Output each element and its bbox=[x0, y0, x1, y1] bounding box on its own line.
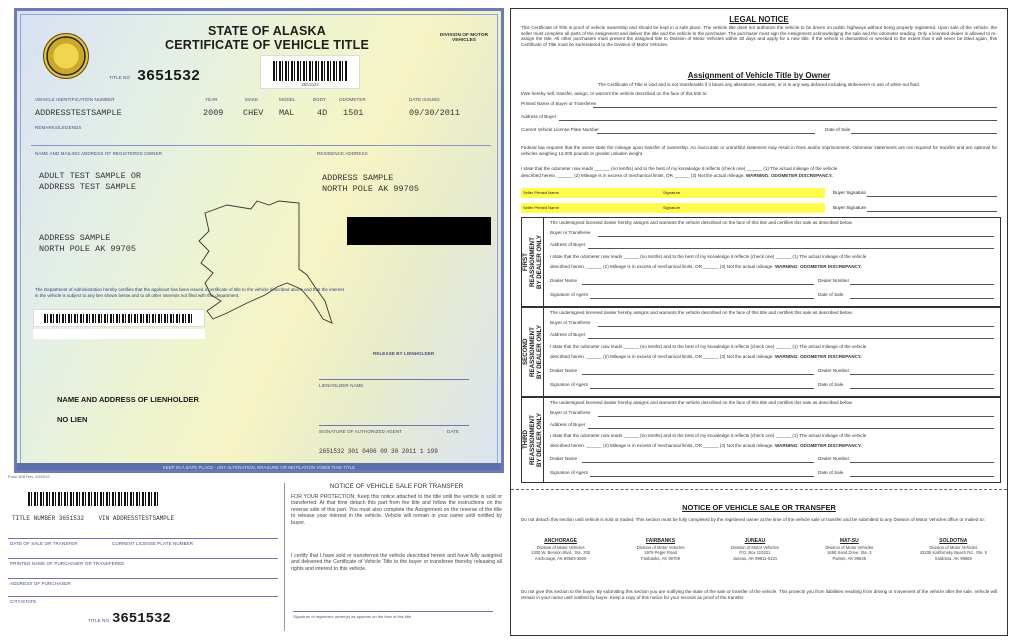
buyer-signature-field-2[interactable] bbox=[867, 211, 997, 212]
owner-line-2: ADDRESS TEST SAMPLE bbox=[39, 182, 136, 192]
third-odometer-line-2-row bbox=[550, 443, 994, 448]
second-agent-row bbox=[550, 381, 994, 390]
office-matsu bbox=[825, 539, 873, 561]
assign-warrant: I/We hereby sell, transfer, assign, or warrant the vehicle described on the face of this title to: bbox=[521, 91, 708, 96]
date-sale-label: Date of Sale bbox=[825, 127, 851, 132]
first-dealer-row bbox=[550, 277, 994, 286]
stub-title-number: 3651532 bbox=[58, 515, 85, 522]
stub-sig-line bbox=[293, 611, 493, 612]
printed-name-field[interactable] bbox=[593, 107, 997, 108]
third-agent-row bbox=[550, 469, 994, 478]
mail-line-2: NORTH POLE AK 99705 bbox=[39, 244, 136, 254]
vin-value: ADDRESSTESTSAMPLE bbox=[35, 108, 122, 118]
buyer-signature-label-2: Buyer Signature bbox=[833, 205, 866, 210]
form-number: Form 828 Rev. 03/2010 bbox=[8, 474, 50, 479]
stub-title-no: 3651532 bbox=[112, 611, 171, 627]
assign-heading: Assignment of Vehicle Title by Owner bbox=[687, 71, 831, 80]
second-address-field[interactable] bbox=[588, 338, 994, 339]
date-label: DATE bbox=[447, 429, 460, 434]
first-reassignment-text: FIRST REASSIGNMENT BY DEALER ONLY bbox=[522, 235, 543, 289]
title-back bbox=[510, 8, 1008, 636]
office-fairbanks-l1: Division of Motor Vehicles bbox=[636, 545, 685, 551]
lienholder-name-label: LIENHOLDER NAME bbox=[319, 383, 364, 388]
state-name: STATE OF ALASKA bbox=[207, 24, 327, 38]
first-odometer-line-2: described herein. ______ (2) Mileage is in excess of mechanical limits, OR ______ (3) Not the actual mileage. bbox=[550, 264, 774, 269]
first-warning: WARNING: ODOMETER DISCREPANCY. bbox=[774, 264, 862, 269]
redaction-panel bbox=[33, 309, 205, 327]
third-date-field[interactable] bbox=[850, 476, 994, 477]
certification-text: The Department of Administration hereby certifies that the applicant has been issued a certificate of title to the vehicle described above and that the interest in the vehicle is subject to any lien shown below and to all other interests not filed with this department. bbox=[35, 287, 344, 298]
third-warning: WARNING: ODOMETER DISCREPANCY. bbox=[774, 443, 862, 448]
stub-city-label: CITY/STATE bbox=[10, 599, 37, 604]
lienholder-heading: NAME AND ADDRESS OF LIENHOLDER bbox=[57, 395, 199, 404]
office-fairbanks-l2: 1979 Peger Road bbox=[644, 550, 677, 556]
printed-name-label: Printed Name of Buyer or Transferee bbox=[521, 101, 597, 106]
stub-vin: ADDRESSTESTSAMPLE bbox=[112, 515, 175, 522]
first-dealer-number-label: Dealer Number bbox=[818, 278, 850, 283]
second-reassignment-text: SECOND REASSIGNMENT BY DEALER ONLY bbox=[522, 325, 543, 379]
col-model-header: MODEL bbox=[279, 97, 296, 102]
third-dealer-intro: The undersigned licensed dealer hereby assigns and warrants the vehicle described on the face of this title and certifies this sale as described below. bbox=[550, 400, 853, 405]
second-reassignment bbox=[521, 307, 1001, 397]
title-front bbox=[14, 8, 504, 473]
office-list bbox=[531, 539, 987, 561]
second-reassignment-label bbox=[522, 308, 544, 396]
office-juneau-name: JUNEAU bbox=[744, 538, 766, 544]
first-date-field[interactable] bbox=[850, 298, 994, 299]
stub-notice-heading: NOTICE OF VEHICLE SALE FOR TRANSFER bbox=[329, 483, 464, 490]
document-title: CERTIFICATE OF VEHICLE TITLE bbox=[165, 38, 369, 52]
owner-label: NAME AND MAILING ADDRESS OF REGISTERED OWNER bbox=[35, 151, 162, 156]
printed-name-row bbox=[521, 100, 997, 109]
legal-text: This Certificate of Title is proof of vehicle ownership and should be kept in a safe place. The vehicle title does not authorize the vehicle to be driven on public highways without being properly registered. Upon sale of the vehicle, the seller must complete all parts of the Assignment and deliver the title and the vehicle to the purchaser. The purchaser must sign the Assignment acknowledging the sale and the odometer reading. Only a licensed dealer is allowed to re-assign the title. All other purchasers must present the assigned title to Division of Motor Vehicles within 30 days and apply for a new title. If the vehicle is dismantled or wrecked to the extent that it will never be titled again, this Certificate of Title must be surrendered to the Division of Motor Vehicles. bbox=[521, 25, 997, 47]
office-anchorage bbox=[531, 539, 590, 561]
date-issued-value: 09/30/2011 bbox=[409, 108, 461, 118]
third-odometer-line-2: described herein. ______ (2) Mileage is in excess of mechanical limits, OR ______ (3) Not the actual mileage. bbox=[550, 443, 774, 448]
third-address-field[interactable] bbox=[588, 428, 994, 429]
third-dealer-row bbox=[550, 455, 994, 464]
first-reassignment bbox=[521, 217, 1001, 307]
third-dealer-name-label: Dealer Name bbox=[550, 456, 578, 461]
third-date-label: Date of Sale bbox=[818, 470, 844, 475]
model-value: MAL bbox=[279, 108, 295, 118]
alaska-map-icon bbox=[187, 191, 337, 346]
col-year-header: YEAR bbox=[205, 97, 218, 102]
federal-text: Federal law requires that the owner state the mileage upon transfer of ownership. An inaccurate or untruthful statement may result in fines and/or imprisonment. Odometer statements are not required for transfer and are optional for vehicles weighing 12,000 pounds or greater unladen weight. bbox=[521, 145, 997, 156]
third-agent-label: Signature of Agent bbox=[550, 470, 588, 475]
first-dealer-name-label: Dealer Name bbox=[550, 278, 578, 283]
division-label: DIVISION OF MOTOR VEHICLES bbox=[439, 33, 489, 43]
residence-line-1: ADDRESS SAMPLE bbox=[322, 173, 394, 183]
office-anchorage-l2: 1300 W. Benson Blvd., Ste. 200 bbox=[531, 550, 591, 556]
footer-band: KEEP IN A SAFE PLACE - ANY ALTERATION, ERASURE OR MUTILATION VOIDS THIS TITLE bbox=[17, 463, 501, 473]
plate-row bbox=[521, 126, 997, 135]
second-dealer-number-label: Dealer Number bbox=[818, 368, 850, 373]
second-buyer-field[interactable] bbox=[598, 326, 994, 327]
office-soldotna-name: SOLDOTNA bbox=[939, 538, 968, 544]
odometer-line-2: described herein. ______ (2) Mileage is in excess of mechanical limits, OR ______ (3) Not the actual mileage. bbox=[521, 173, 745, 178]
stub-barcode bbox=[28, 492, 158, 506]
stub-line-2 bbox=[8, 558, 278, 559]
body-value: 4D bbox=[317, 108, 328, 118]
third-address-row bbox=[550, 421, 994, 430]
make-value: CHEV bbox=[243, 108, 264, 118]
stub-date-sale-label: DATE OF SALE OR TRANSFER bbox=[10, 541, 78, 546]
office-soldotna bbox=[920, 539, 987, 561]
seller-row-1[interactable] bbox=[521, 188, 825, 198]
date-sale-field[interactable] bbox=[851, 133, 997, 134]
odometer-value: 1501 bbox=[343, 108, 364, 118]
detach-line bbox=[511, 489, 1007, 490]
first-dealer-number-field[interactable] bbox=[850, 284, 994, 285]
title-no-label: TITLE NO bbox=[109, 75, 131, 80]
legal-heading: LEGAL NOTICE bbox=[729, 15, 789, 24]
office-anchorage-l1: Division of Motor Vehicles bbox=[536, 545, 585, 551]
release-label: RELEASE BY LIENHOLDER bbox=[373, 351, 435, 356]
odometer-line-1: I state that the odometer now reads ______ (no tenths) and to the best of my knowledge it reflects (check one) ______ (1) The actual mileage of the vehicle bbox=[521, 166, 838, 171]
stub-title-row bbox=[12, 515, 174, 522]
first-agent-label: Signature of Agent bbox=[550, 292, 588, 297]
residence-label: RESIDENCE ADDRESS bbox=[317, 151, 368, 156]
stub-notice bbox=[284, 483, 506, 631]
third-odometer-line-1: I state that the odometer now reads ______ (no tenths) and to the best of my knowledge it reflects (check one) ______ (1) The actual mileage of the vehicle bbox=[550, 433, 867, 438]
divider bbox=[31, 145, 491, 146]
office-matsu-l2: 1690 Sand Drive, Ste. 3 bbox=[827, 550, 872, 556]
second-agent-field[interactable] bbox=[590, 388, 814, 389]
stub-address-label: ADDRESS OF PURCHASER bbox=[10, 581, 71, 586]
office-soldotna-l3: Soldotna, AK 99669 bbox=[934, 555, 972, 561]
authorized-label: SIGNATURE OF AUTHORIZED AGENT bbox=[319, 429, 403, 434]
second-address-row bbox=[550, 331, 994, 340]
stub-title-no-label: TITLE NO bbox=[88, 618, 110, 623]
first-agent-field[interactable] bbox=[590, 298, 814, 299]
seller-printed-label-2: Seller Printed Name bbox=[523, 205, 559, 210]
second-dealer-name-label: Dealer Name bbox=[550, 368, 578, 373]
remarks-label: REMARKS/LEGENDS bbox=[35, 125, 82, 130]
residence-line-2: NORTH POLE AK 99705 bbox=[322, 184, 419, 194]
stub-plate-label: CURRENT LICENSE PLATE NUMBER bbox=[112, 541, 194, 546]
second-date-field[interactable] bbox=[850, 388, 994, 389]
owner-assignment-fields bbox=[521, 100, 997, 150]
col-make-header: MAKE bbox=[245, 97, 259, 102]
first-date-label: Date of Sale bbox=[818, 292, 844, 297]
plate-field[interactable] bbox=[597, 133, 815, 134]
third-reassignment-label bbox=[522, 398, 544, 482]
stub-notice-para-2: I certify that I have sold or transferred the vehicle described herein and have fully assigned and delivered the Certificate of Vehicle Title to the buyer or transferee thereby releasing all rights and interest to this vehicle. bbox=[291, 553, 502, 572]
assign-note: The Certificate of Title is void and is not transferable if it bears any alterations, erasures, or is in any way defaced including strikeovers or use of white-out fluid. bbox=[598, 82, 920, 87]
second-odometer-line-2-row bbox=[550, 354, 994, 359]
address-buyer-row bbox=[521, 113, 997, 122]
office-juneau-l1: Division of Motor Vehicles bbox=[730, 545, 779, 551]
first-address-label: Address of Buyer bbox=[550, 242, 586, 247]
second-dealer-number-field[interactable] bbox=[850, 374, 994, 375]
final-notice-text: Do not give this section to the buyer. By submitting this section you are notifying the state of the sale or transfer of the vehicle. This protects you from liabilities resulting from driving or movement of the vehicle after the sale. Vehicle will remain in your name until notified by buyer. Keep a copy of this notice for your records as proof of the transfer. bbox=[521, 589, 997, 600]
second-warning: WARNING: ODOMETER DISCREPANCY. bbox=[774, 354, 862, 359]
second-dealer-name-field[interactable] bbox=[582, 374, 814, 375]
first-buyer-field[interactable] bbox=[598, 236, 994, 237]
second-dealer-intro: The undersigned licensed dealer hereby assigns and warrants the vehicle described on the face of this title and certifies this sale as described below. bbox=[550, 310, 853, 315]
second-buyer-label: Buyer or Transferee bbox=[550, 320, 591, 325]
third-dealer-name-field[interactable] bbox=[582, 462, 814, 463]
authorized-line bbox=[319, 425, 469, 426]
notice-text: Do not detach this section until vehicle is sold or traded. This section must be fully completed by the registered owner at the time of the vehicle sale or transfer and be submitted to any Division of Motor Vehicles office or mailed to: bbox=[521, 517, 985, 522]
lien-value: NO LIEN bbox=[57, 415, 88, 424]
second-agent-label: Signature of Agent bbox=[550, 382, 588, 387]
first-agent-row bbox=[550, 291, 994, 300]
third-buyer-field[interactable] bbox=[598, 416, 994, 417]
office-anchorage-name: ANCHORAGE bbox=[544, 538, 577, 544]
second-odometer-line-1: I state that the odometer now reads ______ (no tenths) and to the best of my knowledge it reflects (check one) ______ (1) The actual mileage of the vehicle bbox=[550, 344, 867, 349]
office-juneau bbox=[731, 539, 779, 561]
redaction-strip bbox=[33, 329, 205, 339]
buyer-signature-label-1: Buyer Signature bbox=[833, 190, 866, 195]
first-address-field[interactable] bbox=[588, 248, 994, 249]
state-seal-icon bbox=[43, 33, 89, 79]
first-dealer-intro: The undersigned licensed dealer hereby assigns and warrants the vehicle described on the face of this title and certifies this sale as described below. bbox=[550, 220, 853, 225]
bottom-code: 2651532 301 0406 09 30 2011 1 199 bbox=[319, 448, 438, 455]
stub-line-1 bbox=[8, 538, 278, 539]
title-number: 3651532 bbox=[137, 68, 201, 85]
first-buyer-label: Buyer or Transferee bbox=[550, 230, 591, 235]
signature-label-2: Signature bbox=[663, 205, 681, 210]
lienholder-name-line bbox=[319, 379, 469, 380]
first-odometer-line-1: I state that the odometer now reads ______ (no tenths) and to the best of my knowledge it reflects (check one) ______ (1) The actual mileage of the vehicle bbox=[550, 254, 867, 259]
second-date-label: Date of Sale bbox=[818, 382, 844, 387]
stub-vin-label: VIN bbox=[98, 515, 110, 522]
col-odometer-header: ODOMETER bbox=[339, 97, 366, 102]
stub-section bbox=[8, 478, 290, 636]
second-odometer-line-2: described herein. ______ (2) Mileage is in excess of mechanical limits, OR ______ (3) Not the actual mileage. bbox=[550, 354, 774, 359]
second-buyer-row bbox=[550, 319, 994, 328]
stub-title-number-label: TITLE NUMBER bbox=[12, 515, 56, 522]
address-buyer-field[interactable] bbox=[559, 120, 997, 121]
plate-label: Current Vehicle License Plate Number bbox=[521, 127, 599, 132]
odometer-line-2-row bbox=[521, 173, 997, 178]
seller-row-2[interactable] bbox=[521, 203, 825, 213]
notice-heading: NOTICE OF VEHICLE SALE OR TRANSFER bbox=[682, 503, 836, 512]
office-matsu-name: MAT-SU bbox=[839, 538, 859, 544]
mail-line-1: ADDRESS SAMPLE bbox=[39, 233, 111, 243]
third-reassignment bbox=[521, 397, 1001, 483]
office-anchorage-l3: Anchorage, AK 99503-3600 bbox=[534, 555, 587, 561]
col-body-header: BODY bbox=[313, 97, 327, 102]
first-dealer-name-field[interactable] bbox=[582, 284, 814, 285]
first-odometer-line-2-row bbox=[550, 264, 994, 269]
third-buyer-row bbox=[550, 409, 994, 418]
first-reassignment-label bbox=[522, 218, 544, 306]
third-buyer-label: Buyer or Transferee bbox=[550, 410, 591, 415]
third-agent-field[interactable] bbox=[590, 476, 814, 477]
second-address-label: Address of Buyer bbox=[550, 332, 586, 337]
office-matsu-l1: Division of Motor Vehicles bbox=[825, 545, 874, 551]
year-value: 2009 bbox=[203, 108, 224, 118]
third-dealer-number-field[interactable] bbox=[850, 462, 994, 463]
title-barcode bbox=[273, 61, 347, 81]
stub-line-3 bbox=[8, 578, 278, 579]
office-juneau-l2: P.O. Box 110221 bbox=[739, 550, 771, 556]
second-dealer-row bbox=[550, 367, 994, 376]
odometer-warning: WARNING: ODOMETER DISCREPANCY. bbox=[745, 173, 833, 178]
office-matsu-l3: Palmer, AK 99645 bbox=[832, 555, 867, 561]
signature-label-1: Signature bbox=[663, 190, 681, 195]
office-juneau-l3: Juneau, AK 99811-0221 bbox=[732, 555, 778, 561]
office-soldotna-l1: Division of Motor Vehicles bbox=[929, 545, 978, 551]
stub-line-4 bbox=[8, 596, 278, 597]
first-address-row bbox=[550, 241, 994, 250]
buyer-signature-field-1[interactable] bbox=[867, 196, 997, 197]
office-soldotna-l2: 43335 Kalifornsky Beach Rd., Ste. 5 bbox=[919, 550, 987, 556]
stub-notice-para-1: FOR YOUR PROTECTION: Keep this notice attached to the title until the vehicle is sold or transferred. At that time detach this part from the title and follow the instructions on the reverse side of this part. You must also complete the Assignment on the reverse of the title to release your interest in the vehicle. Vehicle will remain in your name until notified by buyer. bbox=[291, 494, 502, 526]
office-fairbanks bbox=[637, 539, 685, 561]
address-buyer-label: Address of Buyer bbox=[521, 114, 557, 119]
stub-sig-label: Signature of registered owner(s) as appears on the face of this title bbox=[293, 614, 412, 619]
office-fairbanks-name: FAIRBANKS bbox=[645, 538, 676, 544]
stub-printed-name-label: PRINTED NAME OF PURCHASER OR TRANSFEREE bbox=[10, 561, 125, 566]
owner-line-1: ADULT TEST SAMPLE OR bbox=[39, 171, 142, 181]
redacted-barcode bbox=[44, 314, 194, 323]
first-buyer-row bbox=[550, 229, 994, 238]
barcode-caption: 3651532 bbox=[301, 82, 319, 87]
third-reassignment-text: THIRD REASSIGNMENT BY DEALER ONLY bbox=[522, 413, 543, 467]
seller-printed-label-1: Seller Printed Name bbox=[523, 190, 559, 195]
barcode-panel bbox=[260, 55, 360, 89]
col-vin-header: VEHICLE IDENTIFICATION NUMBER bbox=[35, 97, 115, 102]
third-dealer-number-label: Dealer Number bbox=[818, 456, 850, 461]
2d-barcode bbox=[347, 217, 491, 245]
third-address-label: Address of Buyer bbox=[550, 422, 586, 427]
col-date-header: DATE ISSUED bbox=[409, 97, 440, 102]
office-fairbanks-l3: Fairbanks, AK 99709 bbox=[641, 555, 680, 561]
